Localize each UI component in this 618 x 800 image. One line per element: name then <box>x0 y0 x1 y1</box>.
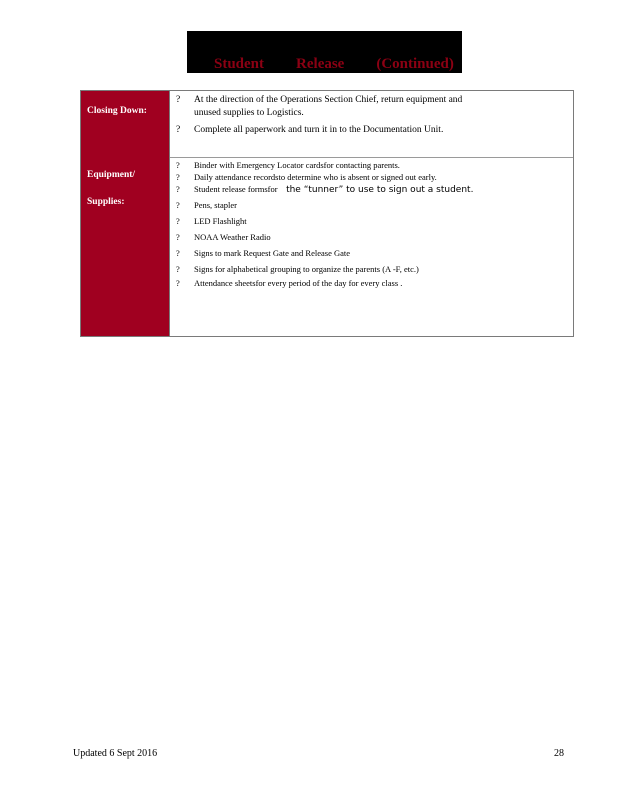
closing-down-label: Closing Down: <box>87 106 147 116</box>
supply-item-text-wrap <box>194 184 473 195</box>
supply-item-text: Attendance sheetsfor every period of the day for every class . <box>194 278 403 288</box>
row-divider <box>170 157 573 158</box>
page-title <box>199 39 454 90</box>
supply-item-text: NOAA Weather Radio <box>194 232 271 242</box>
title-banner <box>187 31 462 73</box>
supply-item-text: Signs for alphabetical grouping to organize the parents (A -F, etc.) <box>194 264 419 274</box>
bullet-glyph: ? <box>176 248 180 258</box>
supply-item-text: Daily attendance recordsto determine who is absent or signed out early. <box>194 172 437 182</box>
closing-item-line: unused supplies to Logistics. <box>194 108 304 118</box>
supply-item-text: Binder with Emergency Locator cardsfor contacting parents. <box>194 160 400 170</box>
release-table <box>80 90 574 337</box>
supply-item-text: Student release formsfor <box>194 184 278 194</box>
bullet-glyph: ? <box>176 95 181 105</box>
bullet-glyph: ? <box>176 216 180 226</box>
bullet-glyph: ? <box>176 278 180 288</box>
page-number: 28 <box>554 748 564 759</box>
bullet-glyph: ? <box>176 232 180 242</box>
supply-item-text: Pens, stapler <box>194 200 237 210</box>
title-word-release: Release <box>296 56 345 72</box>
label-column <box>81 91 170 336</box>
bullet-glyph: ? <box>176 160 180 170</box>
footer-updated-date: Updated 6 Sept 2016 <box>73 748 158 759</box>
supply-item-text-sans: the “tunner” to use to sign out a student. <box>286 185 474 195</box>
bullet-glyph: ? <box>176 184 180 194</box>
supply-item-text: Signs to mark Request Gate and Release Gate <box>194 248 351 258</box>
supplies-label: Supplies: <box>87 197 125 207</box>
title-word-student: Student <box>214 56 265 72</box>
closing-item-line: Complete all paperwork and turn it in to the Documentation Unit. <box>194 125 444 135</box>
supply-item-text: LED Flashlight <box>194 216 247 226</box>
bullet-glyph: ? <box>176 264 180 274</box>
title-word-continued: (Continued) <box>376 56 454 72</box>
bullet-glyph: ? <box>176 172 180 182</box>
bullet-glyph: ? <box>176 125 181 135</box>
bullet-glyph: ? <box>176 200 180 210</box>
equipment-label: Equipment/ <box>87 170 136 180</box>
closing-item-line: At the direction of the Operations Section Chief, return equipment and <box>194 95 463 105</box>
